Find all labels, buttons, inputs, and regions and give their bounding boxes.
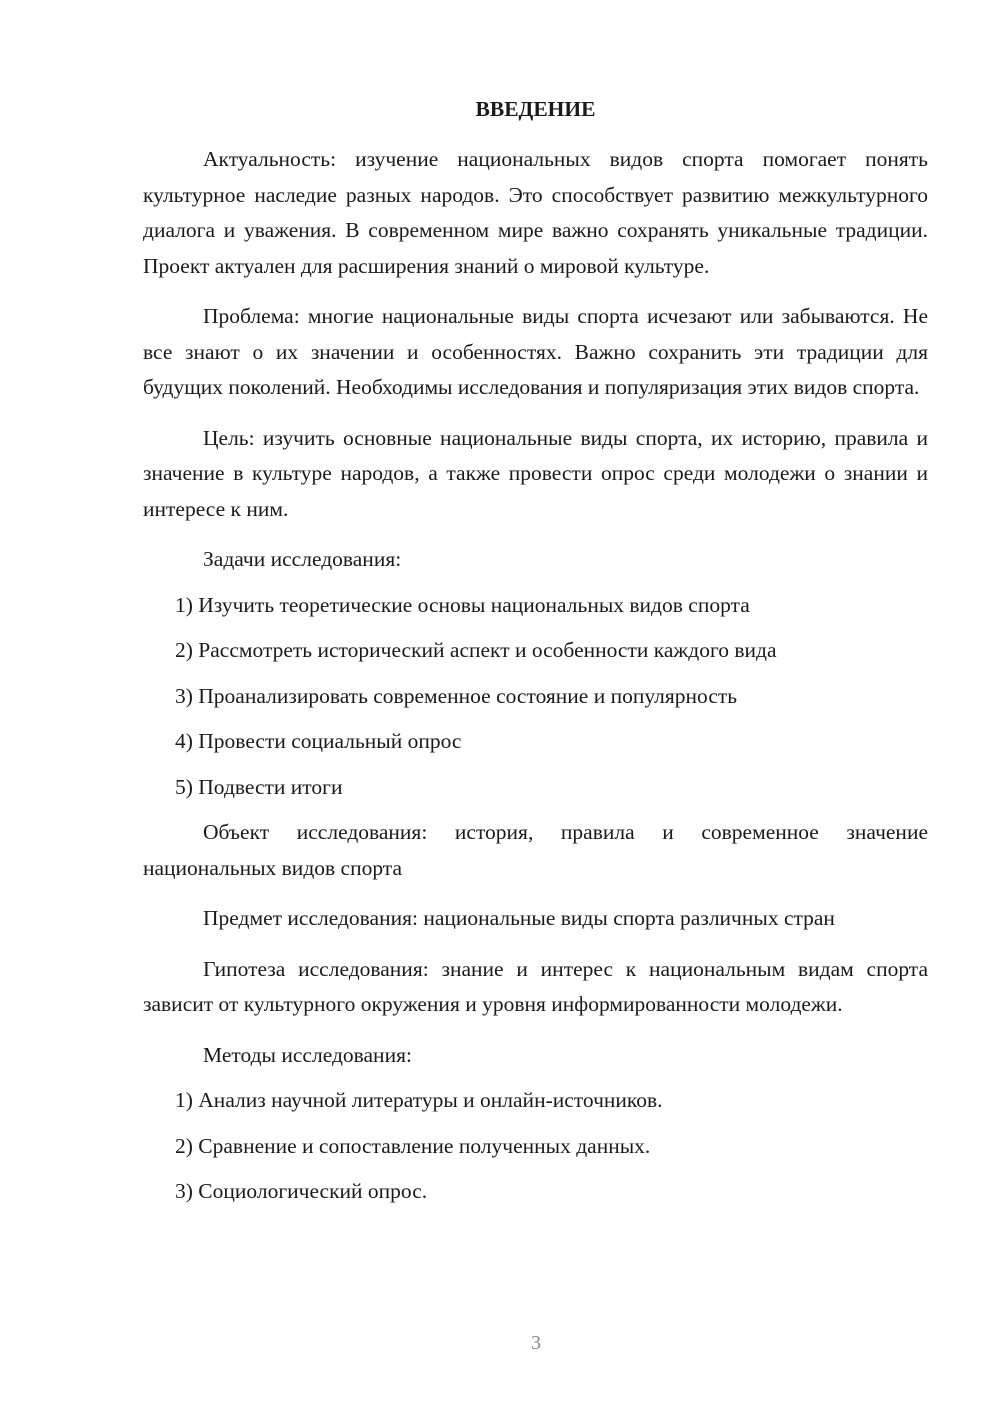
- tasks-label: Задачи исследования:: [203, 547, 402, 571]
- tasks-list: [143, 588, 928, 806]
- section-heading: ВВЕДЕНИЕ: [475, 97, 596, 121]
- list-item: 5) Подвести итоги: [175, 774, 343, 799]
- page-number: 3: [531, 1332, 541, 1354]
- list-item: 2) Сравнение и сопоставление полученных данных.: [175, 1133, 651, 1158]
- hypothesis-paragraph: Гипотеза исследования: знание и интерес к национальным видам спорта зависит от культурного окружения и уровня информированности молодежи.: [143, 956, 928, 1016]
- relevance-paragraph: Актуальность: изучение национальных видов спорта помогает понять культурное наследие разных народов. Это способствует развитию межкультурного диалога и уважения. В современном мире важно сохранять уникальные традиции. Проект актуален для расширения знаний о мировой культуре.: [143, 147, 928, 278]
- page-content: [143, 92, 928, 1220]
- list-item: 3) Социологический опрос.: [175, 1179, 428, 1203]
- list-item: 4) Провести социальный опрос: [175, 729, 462, 753]
- methods-label: Методы исследования:: [203, 1042, 412, 1067]
- list-item: 2) Рассмотреть исторический аспект и особенности каждого вида: [175, 638, 777, 662]
- list-item: 1) Анализ научной литературы и онлайн-источников.: [175, 1088, 663, 1112]
- list-item: 1) Изучить теоретические основы национальных видов спорта: [175, 592, 750, 617]
- problem-paragraph: Проблема: многие национальные виды спорта исчезают или забываются. Не все знают о их значении и особенностях. Важно сохранить эти традиции для будущих поколений. Необходимы исследования и популяризация этих видов спорта.: [143, 304, 928, 399]
- subject-paragraph: Предмет исследования: национальные виды спорта различных стран: [203, 906, 835, 930]
- methods-list: [143, 1083, 928, 1210]
- object-paragraph: Объект исследования: история, правила и современное значение национальных видов спорта: [143, 820, 928, 880]
- list-item: 3) Проанализировать современное состояние и популярность: [175, 683, 738, 708]
- goal-paragraph: Цель: изучить основные национальные виды спорта, их историю, правила и значение в культуре народов, а также провести опрос среди молодежи о знании и интересе к ним.: [143, 425, 928, 521]
